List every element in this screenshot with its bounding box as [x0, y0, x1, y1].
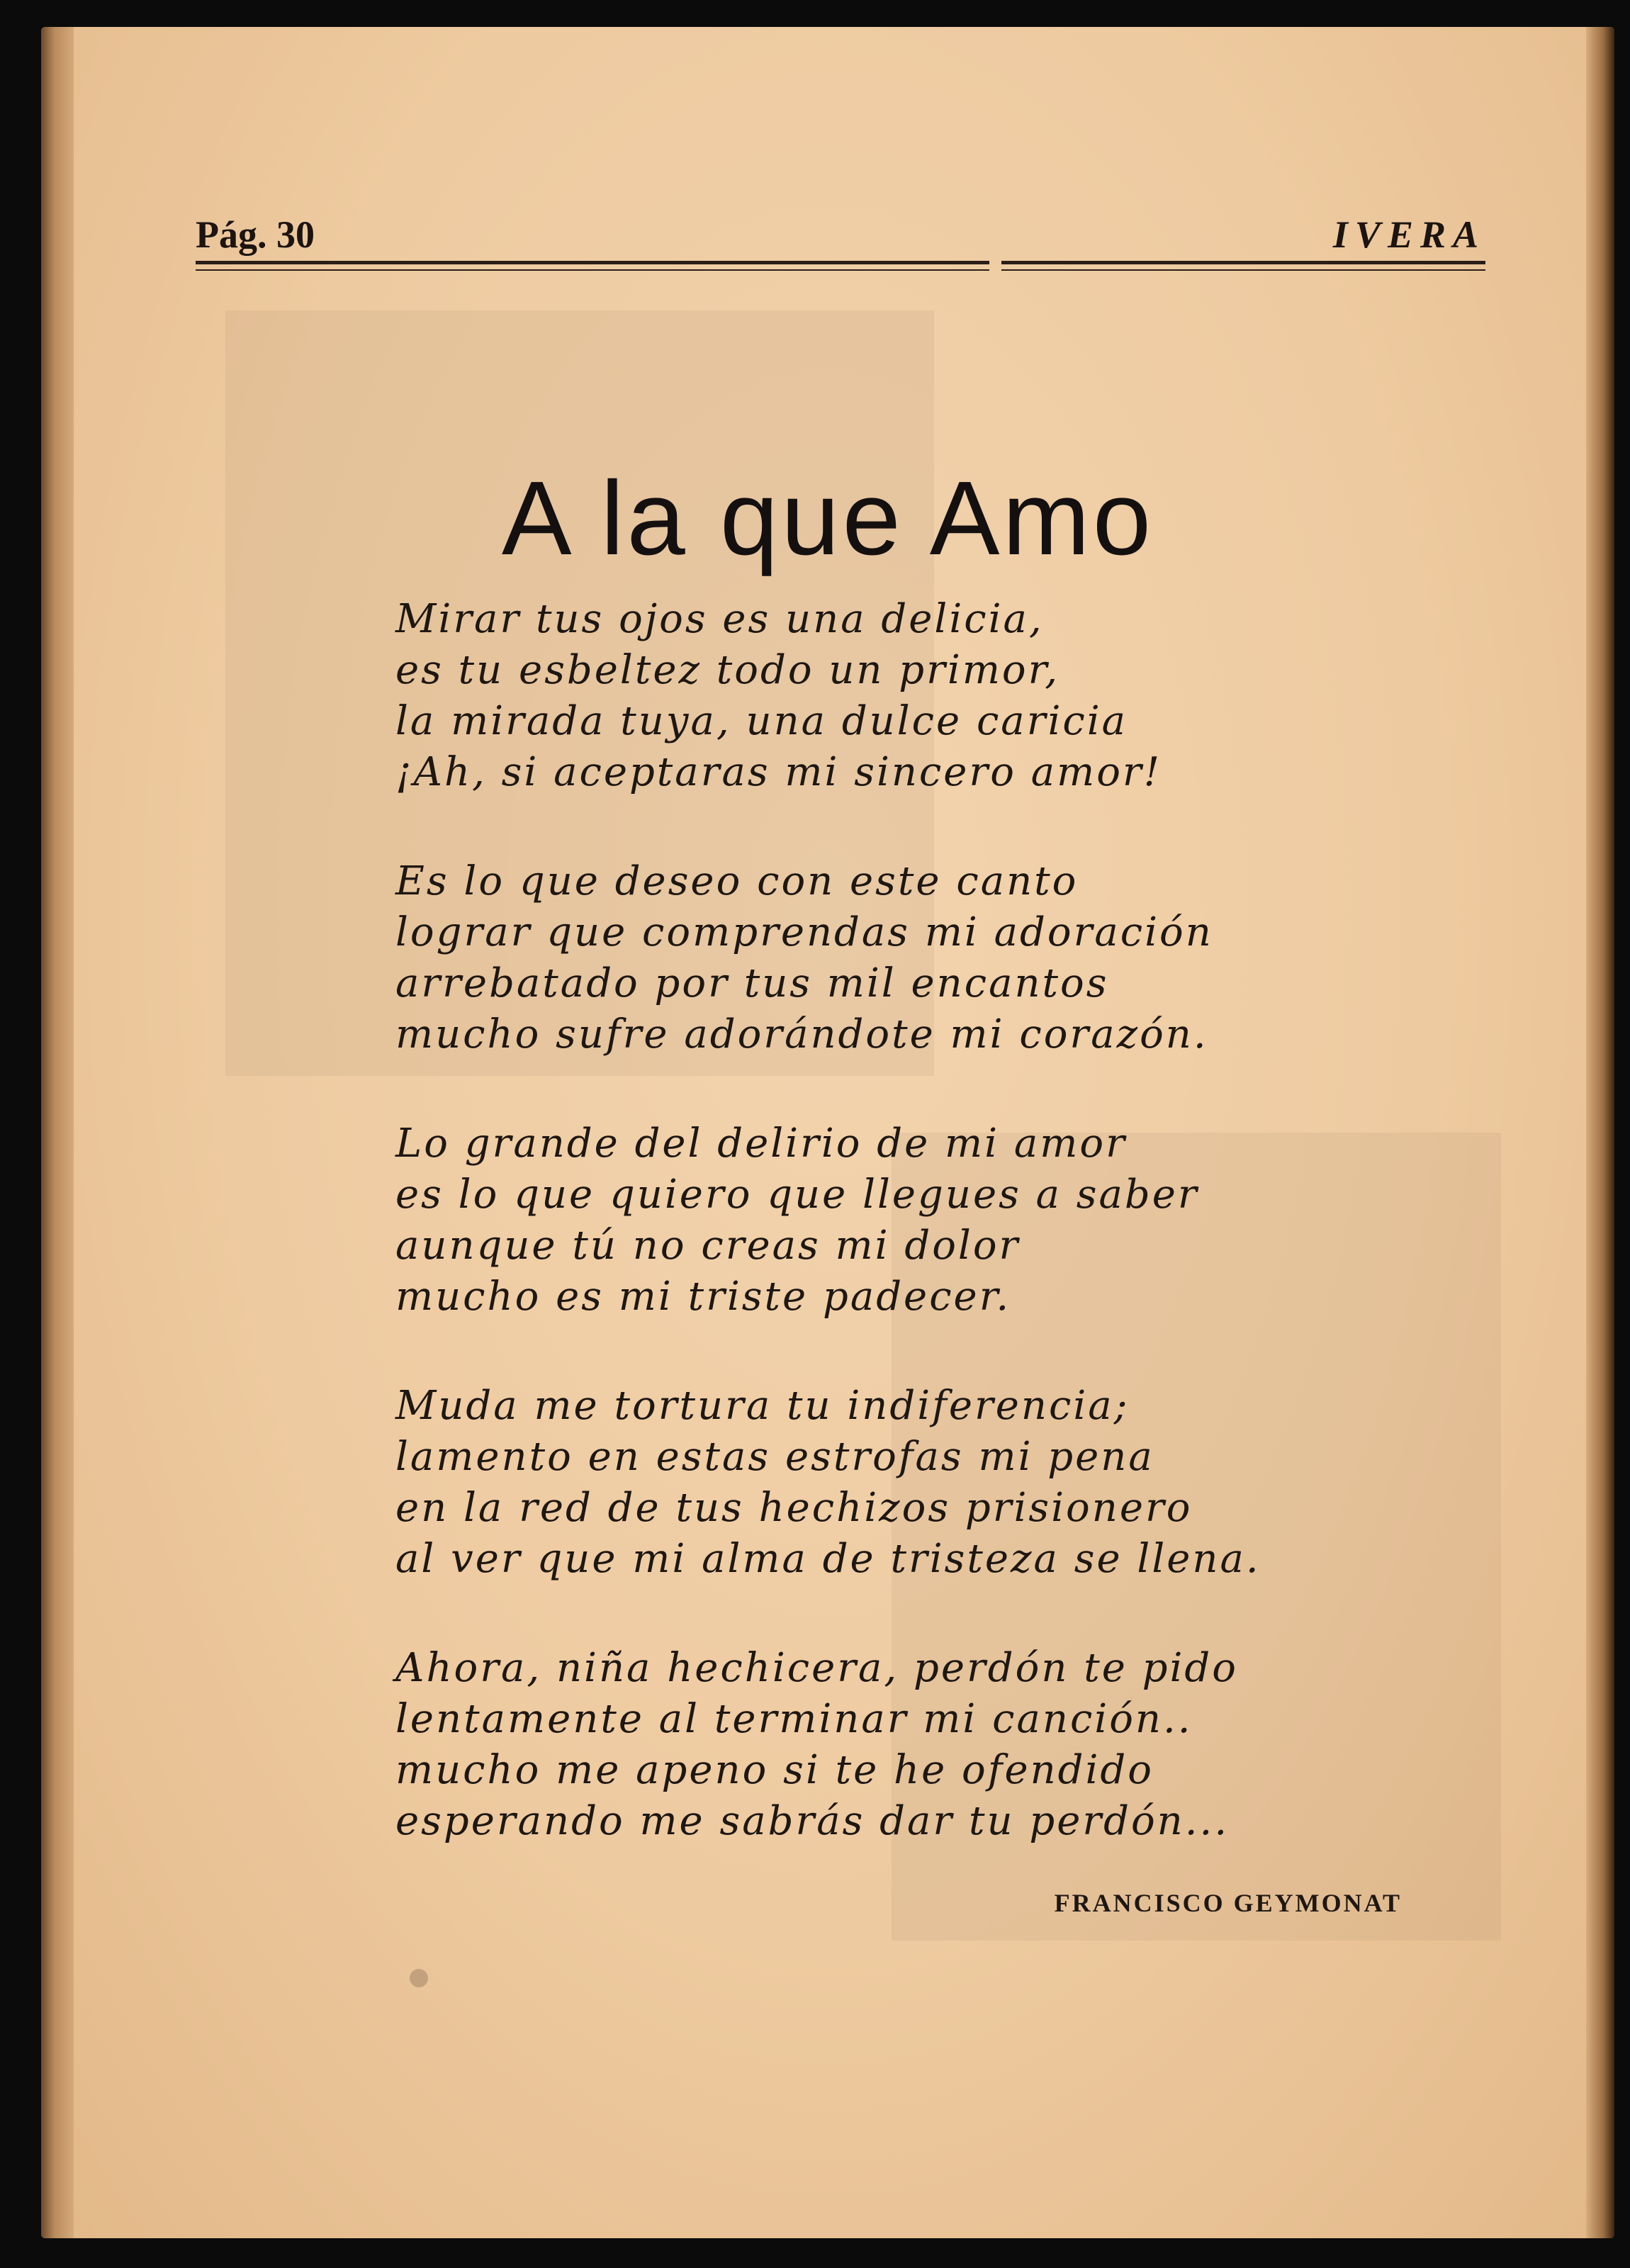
poem-line: Ahora, niña hechicera, perdón te pido — [395, 1645, 1238, 1691]
poem-line: al ver que mi alma de tristeza se llena. — [395, 1536, 1261, 1582]
magazine-name: IVERA — [1332, 213, 1485, 256]
poem-line: mucho es mi triste padecer. — [395, 1274, 1011, 1320]
poem-line: ¡Ah, si aceptaras mi sincero amor! — [395, 749, 1162, 795]
poem-stanza — [395, 594, 1388, 798]
poem-line: Es lo que deseo con este canto — [395, 858, 1079, 904]
poem-line: Muda me tortura tu indiferencia; — [395, 1383, 1130, 1429]
header-rule-left — [196, 261, 989, 264]
poem-line: mucho me apeno si te he ofendido — [395, 1747, 1154, 1793]
poem-title: A la que Amo — [501, 460, 1154, 578]
header-rule-right — [1001, 261, 1485, 264]
poem-line: en la red de tus hechizos prisionero — [395, 1485, 1193, 1531]
page-header — [196, 213, 1485, 291]
poem-author: FRANCISCO GEYMONAT — [1054, 1889, 1402, 1917]
poem-line: es tu esbeltez todo un primor, — [395, 647, 1060, 693]
poem-line: lamento en estas estrofas mi pena — [395, 1434, 1154, 1480]
page-edge-right — [1586, 27, 1614, 2238]
poem-stanza — [395, 1381, 1388, 1585]
magazine-page — [41, 27, 1614, 2238]
poem-line: es lo que quiero que llegues a saber — [395, 1172, 1199, 1218]
poem-line: Lo grande del delirio de mi amor — [395, 1121, 1127, 1167]
paper-stain — [410, 1969, 428, 1987]
poem-line: la mirada tuya, una dulce caricia — [395, 698, 1128, 744]
header-rule-left-thin — [196, 269, 989, 271]
page-edge-left — [41, 27, 74, 2238]
poem-stanza — [395, 1118, 1388, 1323]
poem-line: esperando me sabrás dar tu perdón... — [395, 1798, 1230, 1844]
poem-stanza — [395, 1643, 1388, 1847]
header-rule-right-thin — [1001, 269, 1485, 271]
poem-body — [395, 594, 1388, 1905]
poem-line: arrebatado por tus mil encantos — [395, 960, 1109, 1006]
poem-line: lograr que comprendas mi adoración — [395, 909, 1213, 955]
poem-line: mucho sufre adorándote mi corazón. — [395, 1011, 1208, 1057]
page-number: Pág. 30 — [196, 213, 315, 256]
poem-line: aunque tú no creas mi dolor — [395, 1223, 1021, 1269]
poem-line: Mirar tus ojos es una delicia, — [395, 596, 1044, 642]
poem-stanza — [395, 856, 1388, 1060]
poem-line: lentamente al terminar mi canción.. — [395, 1696, 1193, 1742]
